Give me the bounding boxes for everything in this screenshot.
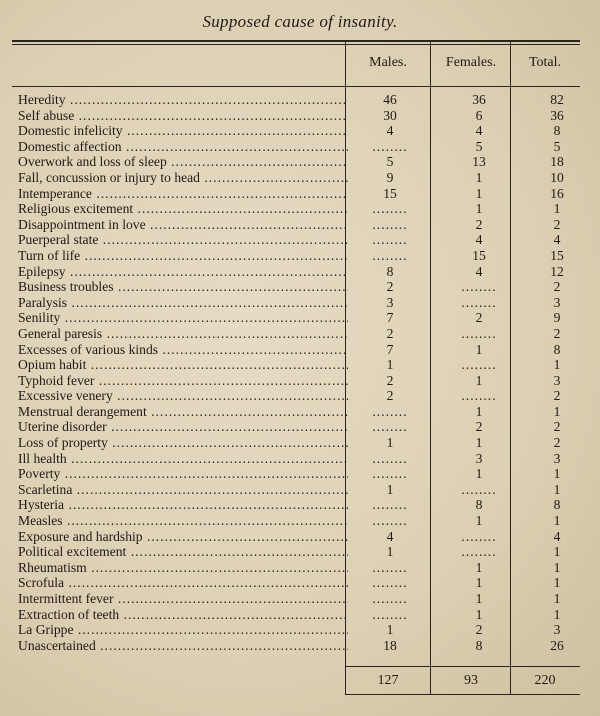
males-cell: ........ (372, 450, 408, 466)
males-cell: ........ (372, 606, 408, 622)
top-rule-thin (12, 44, 580, 45)
females-cell: 1 (475, 466, 483, 482)
cause-label: Opium habit ..... (18, 357, 348, 373)
females-cell: 3 (475, 450, 483, 466)
table-row (18, 607, 578, 623)
table-row (18, 544, 578, 560)
males-cell: 2 (386, 279, 394, 295)
total-cell: 26 (550, 637, 564, 653)
total-cell: 1 (553, 559, 561, 575)
total-cell: 2 (553, 216, 561, 232)
females-cell: ........ (461, 528, 497, 544)
cause-label: Scarletina ..... (18, 482, 348, 498)
cause-label: Exposure and hardship ..... (18, 529, 348, 545)
table-row (18, 295, 578, 311)
males-cell: 2 (386, 388, 394, 404)
table-row (18, 217, 578, 233)
table-row (18, 497, 578, 513)
males-cell: 3 (386, 294, 394, 310)
total-cell: 4 (553, 232, 561, 248)
females-cell: 1 (475, 513, 483, 529)
total-cell: 5 (553, 138, 561, 154)
cause-label: Paralysis ..... (18, 295, 348, 311)
total-cell: 1 (553, 201, 561, 217)
females-cell: 1 (475, 606, 483, 622)
table-row (18, 575, 578, 591)
males-cell: ........ (372, 232, 408, 248)
males-cell: 46 (383, 92, 397, 107)
table-row (18, 560, 578, 576)
females-cell: 5 (475, 138, 483, 154)
total-cell: 1 (553, 544, 561, 560)
females-cell: 1 (475, 435, 483, 451)
females-cell: 2 (475, 310, 483, 326)
males-cell: 18 (383, 637, 397, 653)
total-cell: 16 (550, 185, 564, 201)
males-cell: 30 (383, 107, 397, 123)
header-rule (12, 86, 580, 87)
cause-label: Loss of property ..... (18, 435, 348, 451)
males-cell: ........ (372, 497, 408, 513)
table-row (18, 123, 578, 139)
males-cell: 7 (386, 310, 394, 326)
females-cell: ........ (461, 294, 497, 310)
table-row (18, 513, 578, 529)
total-cell: 1 (553, 575, 561, 591)
males-cell: ........ (372, 216, 408, 232)
females-cell: 36 (472, 92, 486, 107)
total-cell: 1 (553, 481, 561, 497)
table-row (18, 435, 578, 451)
total-cell: 12 (550, 263, 564, 279)
females-cell: 1 (475, 575, 483, 591)
table-row (18, 310, 578, 326)
cause-label: Poverty ..... (18, 466, 348, 482)
total-cell: 82 (550, 92, 564, 107)
totals-rule (345, 666, 580, 667)
total-females: 93 (464, 673, 478, 688)
females-cell: 15 (472, 247, 486, 263)
cause-label: Turn of life ..... (18, 248, 348, 264)
table-row (18, 482, 578, 498)
total-cell: 2 (553, 419, 561, 435)
males-cell: 4 (386, 123, 394, 139)
table-title: Supposed cause of insanity. (202, 12, 398, 31)
females-cell: 8 (475, 637, 483, 653)
table-row (18, 279, 578, 295)
total-cell: 8 (553, 123, 561, 139)
cause-label: Typhoid fever ..... (18, 373, 348, 389)
cause-label: Rheumatism ..... (18, 560, 348, 576)
males-cell: 1 (386, 622, 394, 638)
total-cell: 1 (553, 466, 561, 482)
males-cell: ........ (372, 575, 408, 591)
females-cell: ........ (461, 357, 497, 373)
cause-label: Intemperance ..... (18, 186, 348, 202)
cause-label: Epilepsy ..... (18, 264, 348, 280)
table-row (18, 326, 578, 342)
females-cell: 1 (475, 372, 483, 388)
cause-label: Unascertained ..... (18, 638, 348, 654)
table-row (18, 419, 578, 435)
total-cell: 8 (553, 341, 561, 357)
females-cell: 1 (475, 169, 483, 185)
males-cell: 1 (386, 481, 394, 497)
total-cell: 2 (553, 388, 561, 404)
females-cell: ........ (461, 279, 497, 295)
total-cell: 1 (553, 591, 561, 606)
table-row (18, 108, 578, 124)
females-cell: 1 (475, 591, 483, 606)
total-all: 220 (534, 673, 556, 688)
total-cell: 4 (553, 528, 561, 544)
total-cell: 1 (553, 606, 561, 622)
table-row (18, 170, 578, 186)
cause-label: La Grippe ..... (18, 622, 348, 638)
males-cell: ........ (372, 403, 408, 419)
total-cell: 10 (550, 169, 564, 185)
table-row (18, 622, 578, 638)
males-cell: 2 (386, 372, 394, 388)
total-cell: 9 (553, 310, 561, 326)
cause-label: Ill health ..... (18, 451, 348, 467)
cause-label: Domestic infelicity ..... (18, 123, 348, 139)
females-cell: 2 (475, 216, 483, 232)
cause-label: Uterine disorder ..... (18, 419, 348, 435)
females-cell: 1 (475, 341, 483, 357)
table-row (18, 154, 578, 170)
table-row (18, 404, 578, 420)
table-row (18, 638, 578, 654)
males-cell: 1 (386, 435, 394, 451)
cause-label: Heredity ..... (18, 92, 348, 108)
cause-label: Political excitement ..... (18, 544, 348, 560)
males-cell: ........ (372, 559, 408, 575)
table-row (18, 373, 578, 389)
females-cell: 1 (475, 185, 483, 201)
table-row (18, 186, 578, 202)
cause-label: Business troubles ..... (18, 279, 348, 295)
males-cell: 4 (386, 528, 394, 544)
total-cell: 3 (553, 622, 561, 638)
cause-label: Disappointment in love ..... (18, 217, 348, 233)
header-total: Total. (528, 55, 562, 70)
females-cell: ........ (461, 544, 497, 560)
total-cell: 15 (550, 247, 564, 263)
table-row (18, 248, 578, 264)
females-cell: ........ (461, 481, 497, 497)
table-body (18, 92, 578, 653)
cause-label: Self abuse ..... (18, 108, 348, 124)
table-row (18, 201, 578, 217)
table-row (18, 451, 578, 467)
cause-label: Measles ..... (18, 513, 348, 529)
total-cell: 2 (553, 279, 561, 295)
males-cell: ........ (372, 419, 408, 435)
table-row (18, 388, 578, 404)
cause-label: Hysteria ..... (18, 497, 348, 513)
cause-label: Overwork and loss of sleep ..... (18, 154, 348, 170)
males-cell: 9 (386, 169, 394, 185)
males-cell: ........ (372, 201, 408, 217)
total-cell: 1 (553, 403, 561, 419)
cause-label: Fall, concussion or injury to head ..... (18, 170, 348, 186)
total-cell: 3 (553, 294, 561, 310)
bottom-rule (345, 694, 580, 695)
cause-label: Excessive venery ..... (18, 388, 348, 404)
table-row (18, 92, 578, 108)
table-row (18, 466, 578, 482)
males-cell: ........ (372, 513, 408, 529)
table-row (18, 232, 578, 248)
males-cell: ........ (372, 466, 408, 482)
females-cell: 13 (472, 154, 486, 170)
males-cell: 1 (386, 357, 394, 373)
table-row (18, 529, 578, 545)
header-females: Females. (445, 55, 497, 70)
cause-label: Domestic affection ..... (18, 139, 348, 155)
header-males: Males. (369, 55, 407, 70)
table-row (18, 357, 578, 373)
table-row (18, 139, 578, 155)
females-cell: 1 (475, 403, 483, 419)
males-cell: 5 (386, 154, 394, 170)
table-row (18, 264, 578, 280)
total-cell: 1 (553, 513, 561, 529)
males-cell: 1 (386, 544, 394, 560)
males-cell: ........ (372, 138, 408, 154)
total-males: 127 (377, 673, 399, 688)
cause-label: Intermittent fever ..... (18, 591, 348, 607)
males-cell: 2 (386, 325, 394, 341)
females-cell: 2 (475, 419, 483, 435)
females-cell: ........ (461, 325, 497, 341)
total-cell: 18 (550, 154, 564, 170)
table-row (18, 342, 578, 358)
cause-label: Menstrual derangement ..... (18, 404, 348, 420)
females-cell: 2 (475, 622, 483, 638)
females-cell: 1 (475, 559, 483, 575)
cause-label: Extraction of teeth ..... (18, 607, 348, 623)
females-cell: 1 (475, 201, 483, 217)
cause-label: Religious excitement ..... (18, 201, 348, 217)
cause-label: General paresis ..... (18, 326, 348, 342)
cause-label: Senility ..... (18, 310, 348, 326)
total-cell: 3 (553, 372, 561, 388)
total-cell: 2 (553, 435, 561, 451)
females-cell: 8 (475, 497, 483, 513)
males-cell: 15 (383, 185, 397, 201)
females-cell: 6 (475, 107, 483, 123)
table-row (18, 591, 578, 607)
total-cell: 3 (553, 450, 561, 466)
total-cell: 2 (553, 325, 561, 341)
total-cell: 36 (550, 107, 564, 123)
cause-label: Excesses of various kinds ..... (18, 342, 348, 358)
cause-label: Puerperal state ..... (18, 232, 348, 248)
total-cell: 8 (553, 497, 561, 513)
females-cell: 4 (475, 123, 483, 139)
males-cell: 8 (386, 263, 394, 279)
males-cell: ........ (372, 591, 408, 606)
total-cell: 1 (553, 357, 561, 373)
males-cell: ........ (372, 247, 408, 263)
females-cell: 4 (475, 263, 483, 279)
females-cell: 4 (475, 232, 483, 248)
cause-label: Scrofula ..... (18, 575, 348, 591)
males-cell: 7 (386, 341, 394, 357)
females-cell: ........ (461, 388, 497, 404)
top-rule (12, 40, 580, 42)
